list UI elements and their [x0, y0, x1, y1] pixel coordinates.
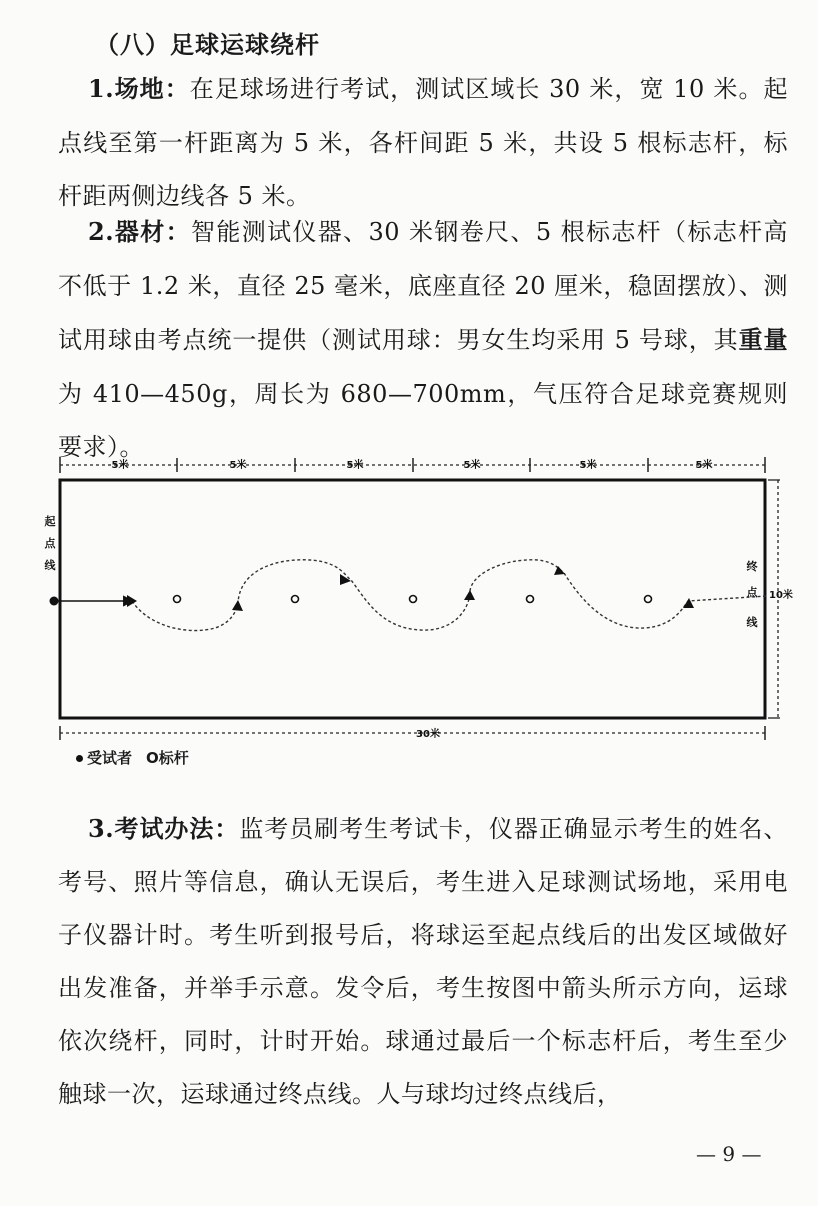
segment-label-1: 5米 [111, 460, 129, 471]
page-number: — 9 — [696, 1142, 762, 1166]
pole-5 [645, 596, 652, 603]
start-label-2: 点 [44, 537, 56, 550]
segment-label-4: 5米 [463, 460, 481, 471]
equipment-text-a: 智能测试仪器、30 米钢卷尺、5 根标志杆（标志杆高不低于 1.2 米，直径 25 毫米，底座直径 20 厘米，稳固摆放）、测试用球由考点统一提供（测试用球：男女生均采用 5 号球，其 [58, 218, 788, 354]
field-diagram [40, 448, 793, 748]
poles [174, 596, 652, 603]
top-dimension-ticks [60, 457, 765, 473]
length-label: 30米 [416, 729, 440, 740]
equipment-label: 2.器材： [88, 217, 191, 246]
paragraph-method [58, 802, 788, 1121]
paragraph-venue [58, 62, 788, 224]
segment-label-3: 5米 [346, 460, 364, 471]
method-text: 监考员刷考生考试卡，仪器正确显示考生的姓名、考号、照片等信息，确认无误后，考生进入足球测试场地，采用电子仪器计时。考生听到报号后，将球运至起点线后的出发区域做好出发准备，并举手示意。发令后，考生按图中箭头所示方向，运球依次绕杆，同时，计时开始。球通过最后一个标志杆后，考生至少触球一次，运球通过终点线。人与球均过终点线后， [58, 815, 789, 1108]
start-label-3: 线 [44, 559, 56, 572]
segment-label-5: 5米 [579, 460, 597, 471]
start-label-1: 起 [44, 515, 56, 528]
method-label: 3.考试办法： [88, 814, 240, 843]
player-legend-text: 受试者 [87, 749, 133, 767]
paragraph-equipment [58, 205, 788, 475]
player-legend-icon [76, 755, 83, 762]
end-label-2: 点 [746, 586, 758, 599]
diagram-legend [76, 747, 189, 768]
pole-2 [292, 596, 299, 603]
end-label-1: 终 [746, 560, 758, 573]
pole-4 [527, 596, 534, 603]
dribble-path [132, 560, 767, 631]
venue-text: 在足球场进行考试，测试区域长 30 米，宽 10 米。起点线至第一杆距离为 5 米，各杆间距 5 米，共设 5 根标志杆，标杆距两侧边线各 5 米。 [58, 75, 789, 210]
section-title: （八）足球运球绕杆 [95, 30, 320, 59]
width-label: 10米 [769, 590, 793, 601]
pole-3 [410, 596, 417, 603]
equipment-bold-word: 重量 [738, 325, 789, 354]
equipment-text-b: 为 410—450g，周长为 680—700mm，气压符合足球竞赛规则要求）。 [58, 379, 788, 461]
pole-1 [174, 596, 181, 603]
end-label-3: 线 [746, 616, 758, 629]
pole-legend-text: O标杆 [146, 749, 189, 767]
player-marker [50, 597, 59, 606]
venue-label: 1.场地： [88, 74, 190, 103]
direction-arrows [127, 566, 694, 611]
segment-label-6: 5米 [695, 460, 713, 471]
segment-label-2: 5米 [229, 460, 247, 471]
